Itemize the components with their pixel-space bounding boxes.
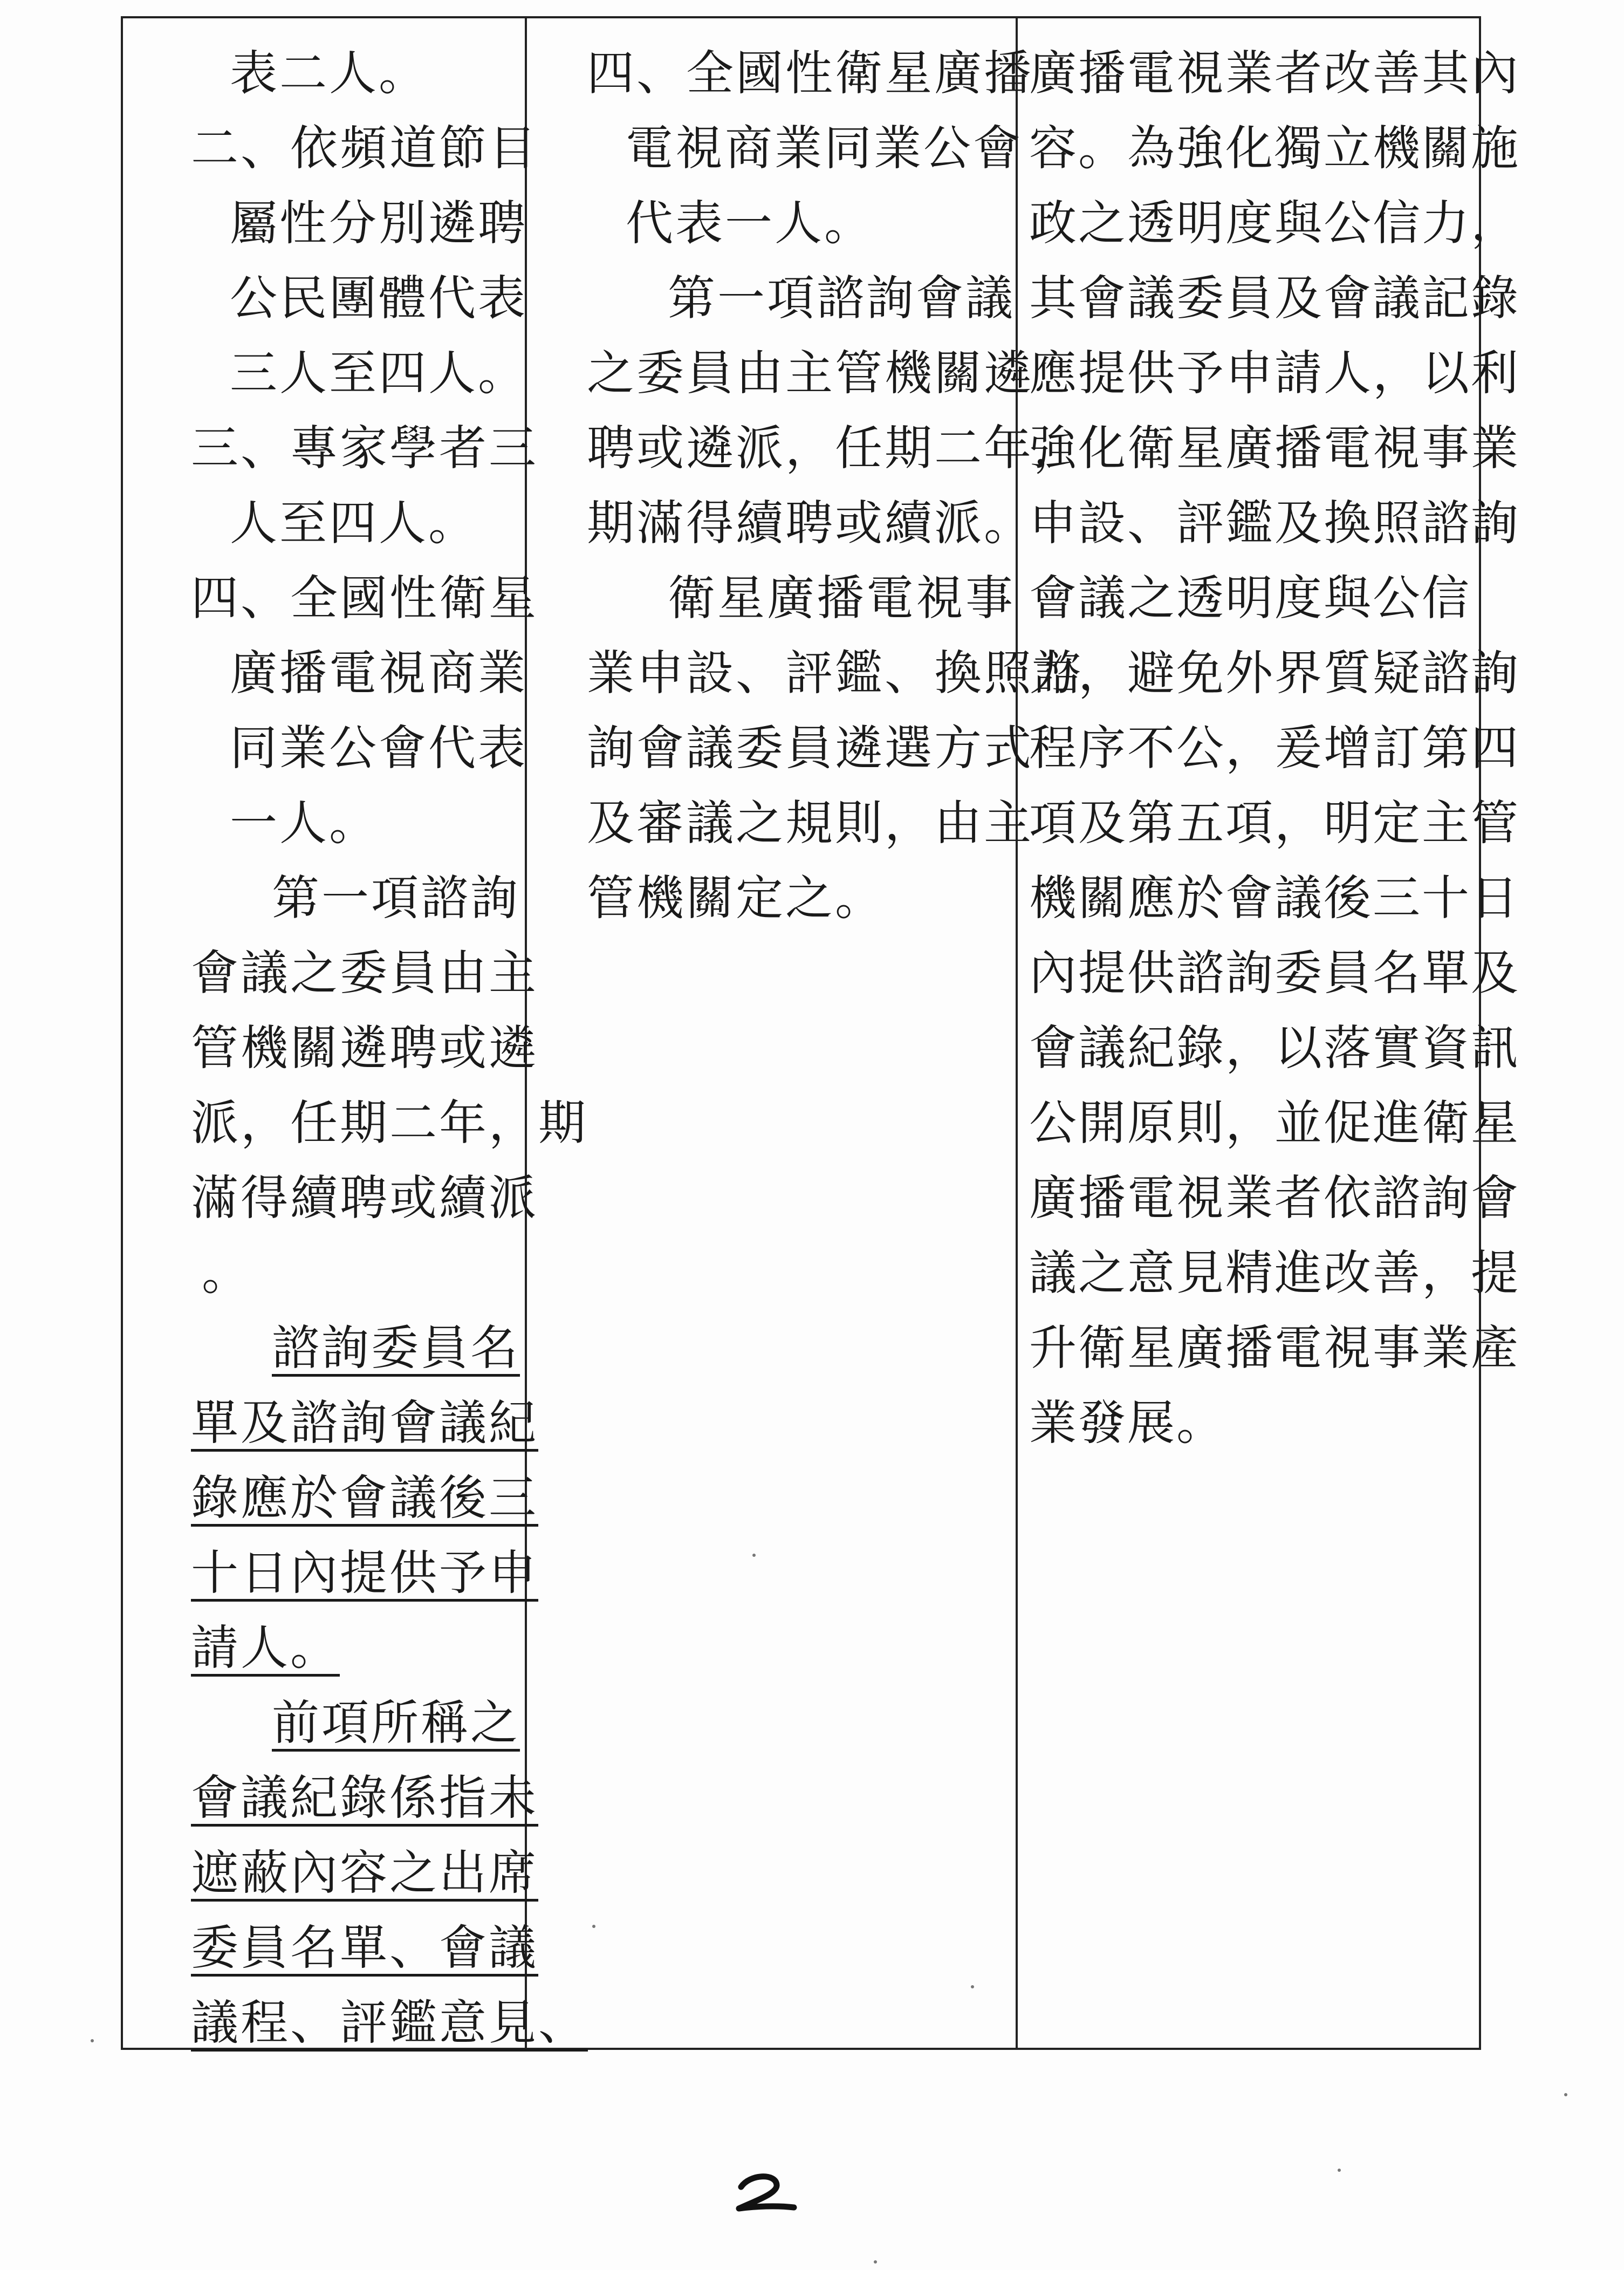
text-line: 程序不公，爰增訂第四	[1029, 720, 1520, 776]
text-line-underlined	[191, 1835, 539, 1910]
underlined-text: 諮詢委員名	[272, 1320, 520, 1376]
underlined-text: 會議紀錄係指未	[191, 1770, 539, 1825]
text-line: 應提供予申請人，以利	[1029, 345, 1520, 401]
column-divider	[1016, 18, 1018, 2048]
scan-speck	[971, 1985, 974, 1988]
underlined-text: 請人。	[191, 1620, 340, 1676]
current-text-column	[587, 36, 1084, 935]
text-line: 表二人。	[230, 45, 429, 101]
text-line: 二、依頻道節目	[191, 120, 539, 176]
text-line-underlined	[191, 1610, 504, 1685]
text-line: 第一項諮詢	[272, 870, 520, 926]
text-line: 同業公會代表	[230, 720, 528, 776]
text-line: 業申設、評鑑、換照諮	[587, 645, 1084, 701]
text-line: 會議紀錄，以落實資訊	[1029, 1020, 1520, 1076]
underlined-text: 單及諮詢會議紀	[191, 1395, 539, 1451]
text-line-underlined	[191, 1535, 539, 1610]
amended-text-column	[191, 36, 588, 2060]
text-line: 政之透明度與公信力，	[1029, 195, 1520, 251]
text-line: 四、全國性衛星	[191, 570, 539, 626]
text-line: 屬性分別遴聘	[230, 195, 528, 251]
handwritten-page-number	[734, 2169, 798, 2217]
text-line-underlined	[191, 1910, 539, 1985]
text-line: 期滿得續聘或續派。	[587, 495, 1034, 551]
text-line: 其會議委員及會議記錄	[1029, 270, 1520, 326]
text-line: 內提供諮詢委員名單及	[1029, 945, 1520, 1001]
text-line-underlined	[191, 1310, 520, 1385]
text-line: 滿得續聘或續派	[191, 1170, 539, 1226]
text-line: 公民團體代表	[230, 270, 528, 326]
text-line: 機關應於會議後三十日	[1029, 870, 1520, 926]
scan-speck	[592, 1925, 595, 1928]
text-line: 派，任期二年，期	[191, 1095, 588, 1151]
text-line: 會議之委員由主	[191, 945, 539, 1001]
text-line: 廣播電視商業	[230, 645, 528, 701]
text-line: 代表一人。	[626, 195, 874, 251]
text-line: 廣播電視業者改善其內	[1029, 45, 1520, 101]
explanation-column	[1029, 36, 1520, 1460]
text-line: 第一項諮詢會議	[668, 270, 1016, 326]
text-line: 項及第五項，明定主管	[1029, 795, 1520, 851]
text-line-underlined	[191, 1760, 539, 1835]
text-line: 四、全國性衛星廣播	[587, 45, 1034, 101]
text-line: 之委員由主管機關遴	[587, 345, 1034, 401]
scan-speck	[874, 2260, 877, 2264]
text-line: 聘或遴派，任期二年，	[587, 420, 1084, 476]
text-line: 及審議之規則，由主	[587, 795, 1034, 851]
text-line: 廣播電視業者依諮詢會	[1029, 1170, 1520, 1226]
text-line: 會議之透明度與公信	[1029, 570, 1471, 626]
text-line: 升衛星廣播電視事業產	[1029, 1320, 1520, 1376]
underlined-text: 遮蔽內容之出席	[191, 1845, 539, 1900]
comparison-table	[121, 16, 1520, 2050]
scan-speck	[752, 1554, 756, 1557]
text-line: 人至四人。	[230, 495, 478, 551]
underlined-text: 十日內提供予申	[191, 1545, 539, 1601]
text-line: 衛星廣播電視事	[668, 570, 1016, 626]
text-line: 力，避免外界質疑諮詢	[1029, 645, 1520, 701]
text-line: 管機關定之。	[587, 870, 885, 926]
text-line-underlined	[191, 1460, 539, 1535]
text-line: 管機關遴聘或遴	[191, 1020, 539, 1076]
text-line-underlined	[191, 1685, 520, 1760]
underlined-text: 委員名單、會議	[191, 1920, 539, 1975]
text-line: 一人。	[230, 795, 379, 851]
text-line: 強化衛星廣播電視事業	[1029, 420, 1520, 476]
text-line: 申設、評鑑及換照諮詢	[1029, 495, 1520, 551]
text-line-underlined	[191, 1985, 588, 2060]
underlined-text: 議程、評鑑意見、	[191, 1995, 588, 2050]
text-line: 容。為強化獨立機關施	[1029, 120, 1520, 176]
text-line: 公開原則，並促進衛星	[1029, 1095, 1520, 1151]
text-line: 三、專家學者三	[191, 420, 539, 476]
text-line: 業發展。	[1029, 1395, 1226, 1451]
text-line: 三人至四人。	[230, 345, 528, 401]
scan-speck	[1338, 2169, 1341, 2172]
text-line-underlined	[191, 1385, 539, 1460]
text-line: 詢會議委員遴選方式	[587, 720, 1034, 776]
scan-speck	[1564, 2093, 1567, 2096]
text-line: 。	[202, 1245, 252, 1301]
underlined-text: 錄應於會議後三	[191, 1470, 539, 1526]
scan-speck	[91, 2039, 94, 2042]
text-line: 議之意見精進改善，提	[1029, 1245, 1520, 1301]
text-line: 電視商業同業公會	[626, 120, 1023, 176]
underlined-text: 前項所稱之	[272, 1695, 520, 1751]
